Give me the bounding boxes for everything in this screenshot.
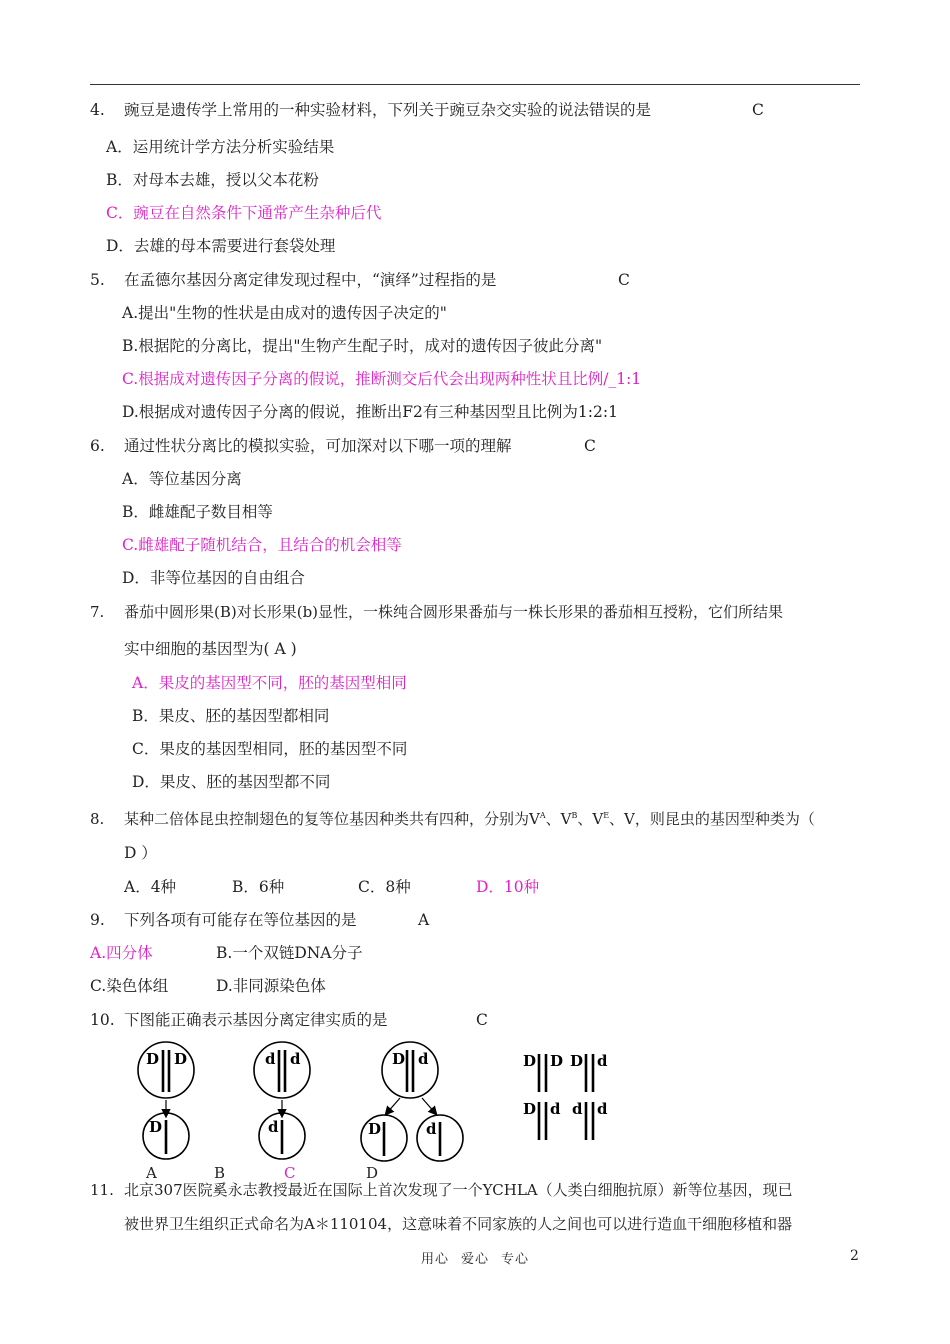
allele-d-3b: d [550, 1100, 561, 1118]
question-11: 11. 北京307医院奚永志教授最近在国际上首次发现了一个YCHLA（人类白细胞抗原）新等位基因，现已 [90, 1181, 793, 1199]
diagram-a [138, 1042, 194, 1159]
header-rule [90, 84, 860, 85]
q6-option-c: C.雌雄配子随机结合，且结合的机会相等 [122, 536, 402, 554]
q5-option-a: A.提出"生物的性状是由成对的遗传因子决定的" [122, 304, 447, 322]
q4-option-a: A．运用统计学方法分析实验结果 [106, 138, 335, 156]
q9-option-b: B.一个双链DNA分子 [216, 944, 363, 962]
allele-c-right: d [426, 1120, 437, 1138]
allele-b-bottom: d [268, 1118, 279, 1136]
allele-a-top-left: D [146, 1050, 160, 1068]
q4-option-c: C．豌豆在自然条件下通常产生杂种后代 [106, 204, 382, 222]
q9-option-c: C.染色体组 [90, 977, 169, 995]
allele-d-2a: D [570, 1052, 584, 1070]
diagram-label-c: C [284, 1164, 296, 1182]
cell-b-parent [254, 1042, 310, 1098]
q9-option-a: A.四分体 [90, 944, 153, 962]
allele-b-top-right: d [290, 1050, 301, 1068]
question-6-answer: C [584, 437, 596, 455]
allele-a-top-right: D [174, 1050, 188, 1068]
q7-option-a: A．果皮的基因型不同，胚的基因型相同 [132, 674, 407, 692]
question-8: 8. 某种二倍体昆虫控制翅色的复等位基因种类共有四种，分别为$V^A$、$V^B$、$V^E$、V，则昆虫的基因型种类为（ [90, 810, 815, 828]
diagram-b [254, 1042, 310, 1159]
allele-d-4a: d [572, 1100, 583, 1118]
question-10: 10. 下图能正确表示基因分离定律实质的是 [90, 1011, 388, 1029]
question-10-answer: C [476, 1011, 488, 1029]
question-5: 5. 在孟德尔基因分离定律发现过程中，“演绎”过程指的是 [90, 271, 497, 289]
question-7: 7. 番茄中圆形果(B)对长形果(b)显性，一株纯合圆形果番茄与一株长形果的番茄相互授粉，它们所结果 [90, 603, 784, 621]
diagram-label-b: B [214, 1164, 226, 1182]
q7-option-b: B．果皮、胚的基因型都相同 [132, 707, 330, 725]
q4-option-d: D．去雄的母本需要进行套袋处理 [106, 237, 336, 255]
q8-option-c: C．8种 [358, 878, 411, 896]
q5-option-b: B.根据陀的分离比，提出"生物产生配子时，成对的遗传因子彼此分离" [122, 337, 603, 355]
q6-option-b: B．雌雄配子数目相等 [122, 503, 273, 521]
diagram-c [361, 1042, 463, 1161]
allele-d-2b: d [597, 1052, 608, 1070]
question-9-answer: A [418, 911, 430, 929]
cell-c-parent [382, 1042, 438, 1098]
question-9: 9. 下列各项有可能存在等位基因的是 [90, 911, 357, 929]
diagram-label-a: A [146, 1164, 157, 1182]
allele-d-3a: D [523, 1100, 537, 1118]
question-11-continued: 被世界卫生组织正式命名为A＊110104，这意味着不同家族的人之间也可以进行造血干细胞移植和器 [124, 1215, 793, 1233]
q8-option-d: D．10种 [476, 878, 540, 896]
q6-option-d: D．非等位基因的自由组合 [122, 569, 305, 587]
question-4-answer: C [752, 101, 764, 119]
gene-segregation-diagram [0, 1036, 950, 1184]
q5-option-c: C.根据成对遗传因子分离的假说，推断测交后代会出现两种性状且比例/_1:1 [122, 370, 642, 388]
q7-option-d: D．果皮、胚的基因型都不同 [132, 773, 331, 791]
allele-c-top-right: d [418, 1050, 429, 1068]
question-4: 4. 豌豆是遗传学上常用的一种实验材料，下列关于豌豆杂交实验的说法错误的是 [90, 101, 652, 119]
allele-a-bottom: D [149, 1118, 163, 1136]
question-7-continued: 实中细胞的基因型为( A ) [124, 640, 297, 658]
allele-d-4b: d [597, 1100, 608, 1118]
allele-b-top-left: d [265, 1050, 276, 1068]
allele-d-1b: D [550, 1052, 564, 1070]
allele-c-top-left: D [392, 1050, 406, 1068]
page-footer: 用心 爱心 专心 [420, 1252, 530, 1267]
q5-option-d: D.根据成对遗传因子分离的假说，推断出F2有三种基因型且比例为1:2:1 [122, 403, 618, 421]
q4-option-b: B．对母本去雄，授以父本花粉 [106, 171, 319, 189]
diagram-d [523, 1052, 608, 1140]
allele-c-left: D [368, 1120, 382, 1138]
q8-option-b: B．6种 [232, 878, 285, 896]
page-number: 2 [850, 1248, 859, 1264]
q9-option-d: D.非同源染色体 [216, 977, 326, 995]
diagram-label-d: D [366, 1164, 379, 1182]
q7-option-c: C．果皮的基因型相同，胚的基因型不同 [132, 740, 408, 758]
question-5-answer: C [618, 271, 630, 289]
question-6: 6. 通过性状分离比的模拟实验，可加深对以下哪一项的理解 [90, 437, 512, 455]
q8-option-a: A．4种 [124, 878, 177, 896]
q6-option-a: A．等位基因分离 [122, 470, 242, 488]
allele-d-1a: D [523, 1052, 537, 1070]
question-8-continued: D ） [124, 844, 157, 862]
